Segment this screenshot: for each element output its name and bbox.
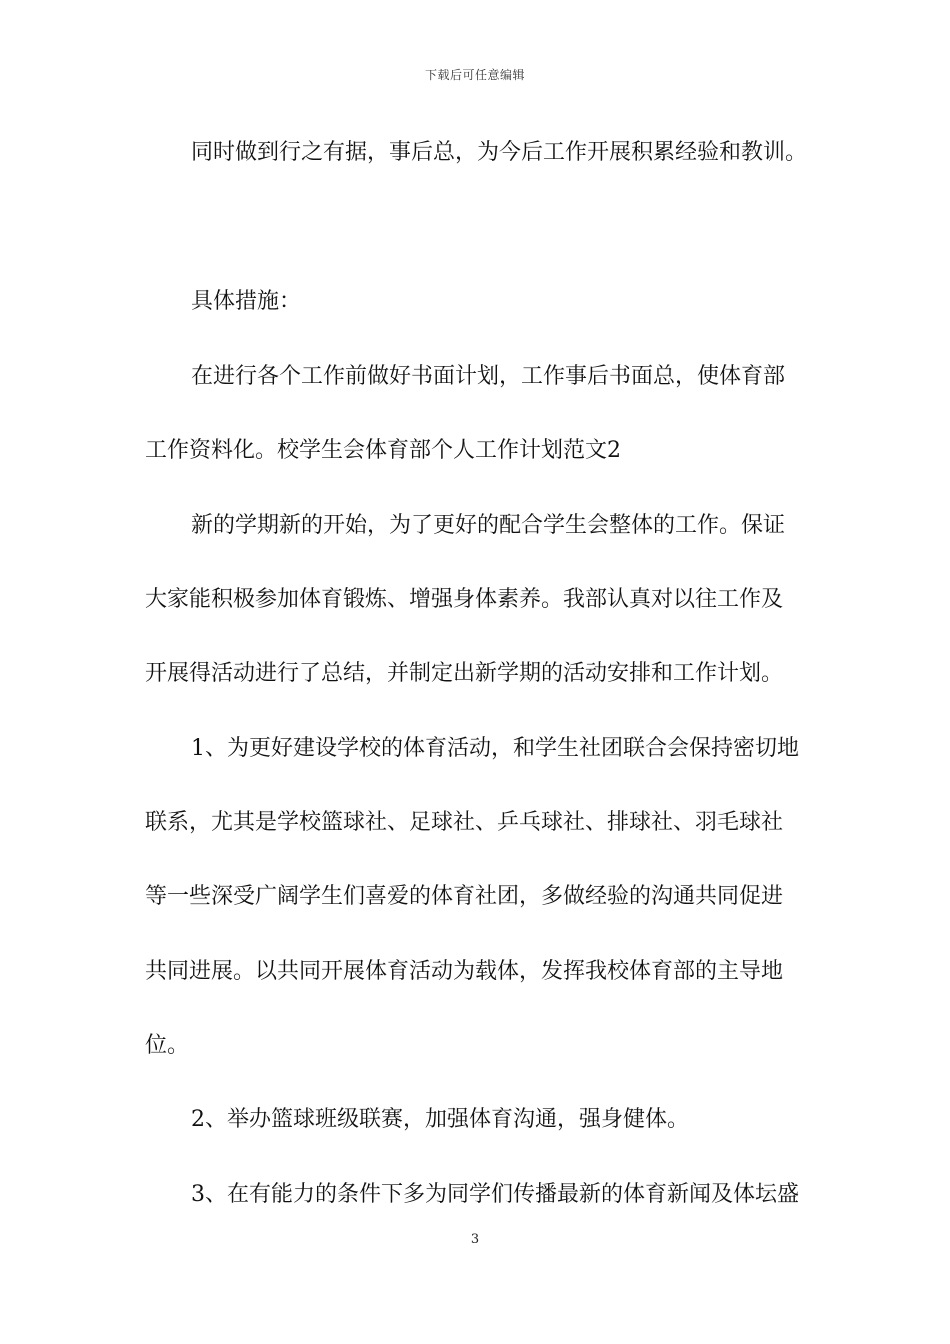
list-item-line: 2、举办篮球班级联赛，加强体育沟通，强身健体。	[191, 1107, 689, 1132]
paragraph-line: 工作资料化。校学生会体育部个人工作计划范文2	[145, 438, 621, 463]
list-item-line: 1、为更好建设学校的体育活动，和学生社团联合会保持密切地	[191, 736, 799, 761]
list-item-line: 共同进展。以共同开展体育活动为载体，发挥我校体育部的主导地	[145, 959, 784, 984]
header-note: 下载后可任意编辑	[424, 68, 525, 82]
list-item-line: 联系，尤其是学校篮球社、足球社、乒乓球社、排球社、羽毛球社	[145, 810, 784, 835]
paragraph-line: 大家能积极参加体育锻炼、增强身体素养。我部认真对以往工作及	[145, 587, 784, 612]
paragraph-line: 同时做到行之有据，事后总，为今后工作开展积累经验和教训。	[191, 140, 808, 165]
list-item-line: 位。	[145, 1033, 190, 1058]
section-heading: 具体措施：	[191, 289, 302, 314]
list-item-line: 3、在有能力的条件下多为同学们传播最新的体育新闻及体坛盛	[191, 1182, 799, 1207]
page-number: 3	[470, 1232, 480, 1247]
paragraph-line: 新的学期新的开始，为了更好的配合学生会整体的工作。保证	[191, 513, 786, 538]
paragraph-line: 在进行各个工作前做好书面计划，工作事后书面总，使体育部	[191, 364, 786, 389]
paragraph-line: 开展得活动进行了总结，并制定出新学期的活动安排和工作计划。	[145, 661, 784, 686]
list-item-line: 等一些深受广阔学生们喜爱的体育社团，多做经验的沟通共同促进	[145, 884, 784, 909]
